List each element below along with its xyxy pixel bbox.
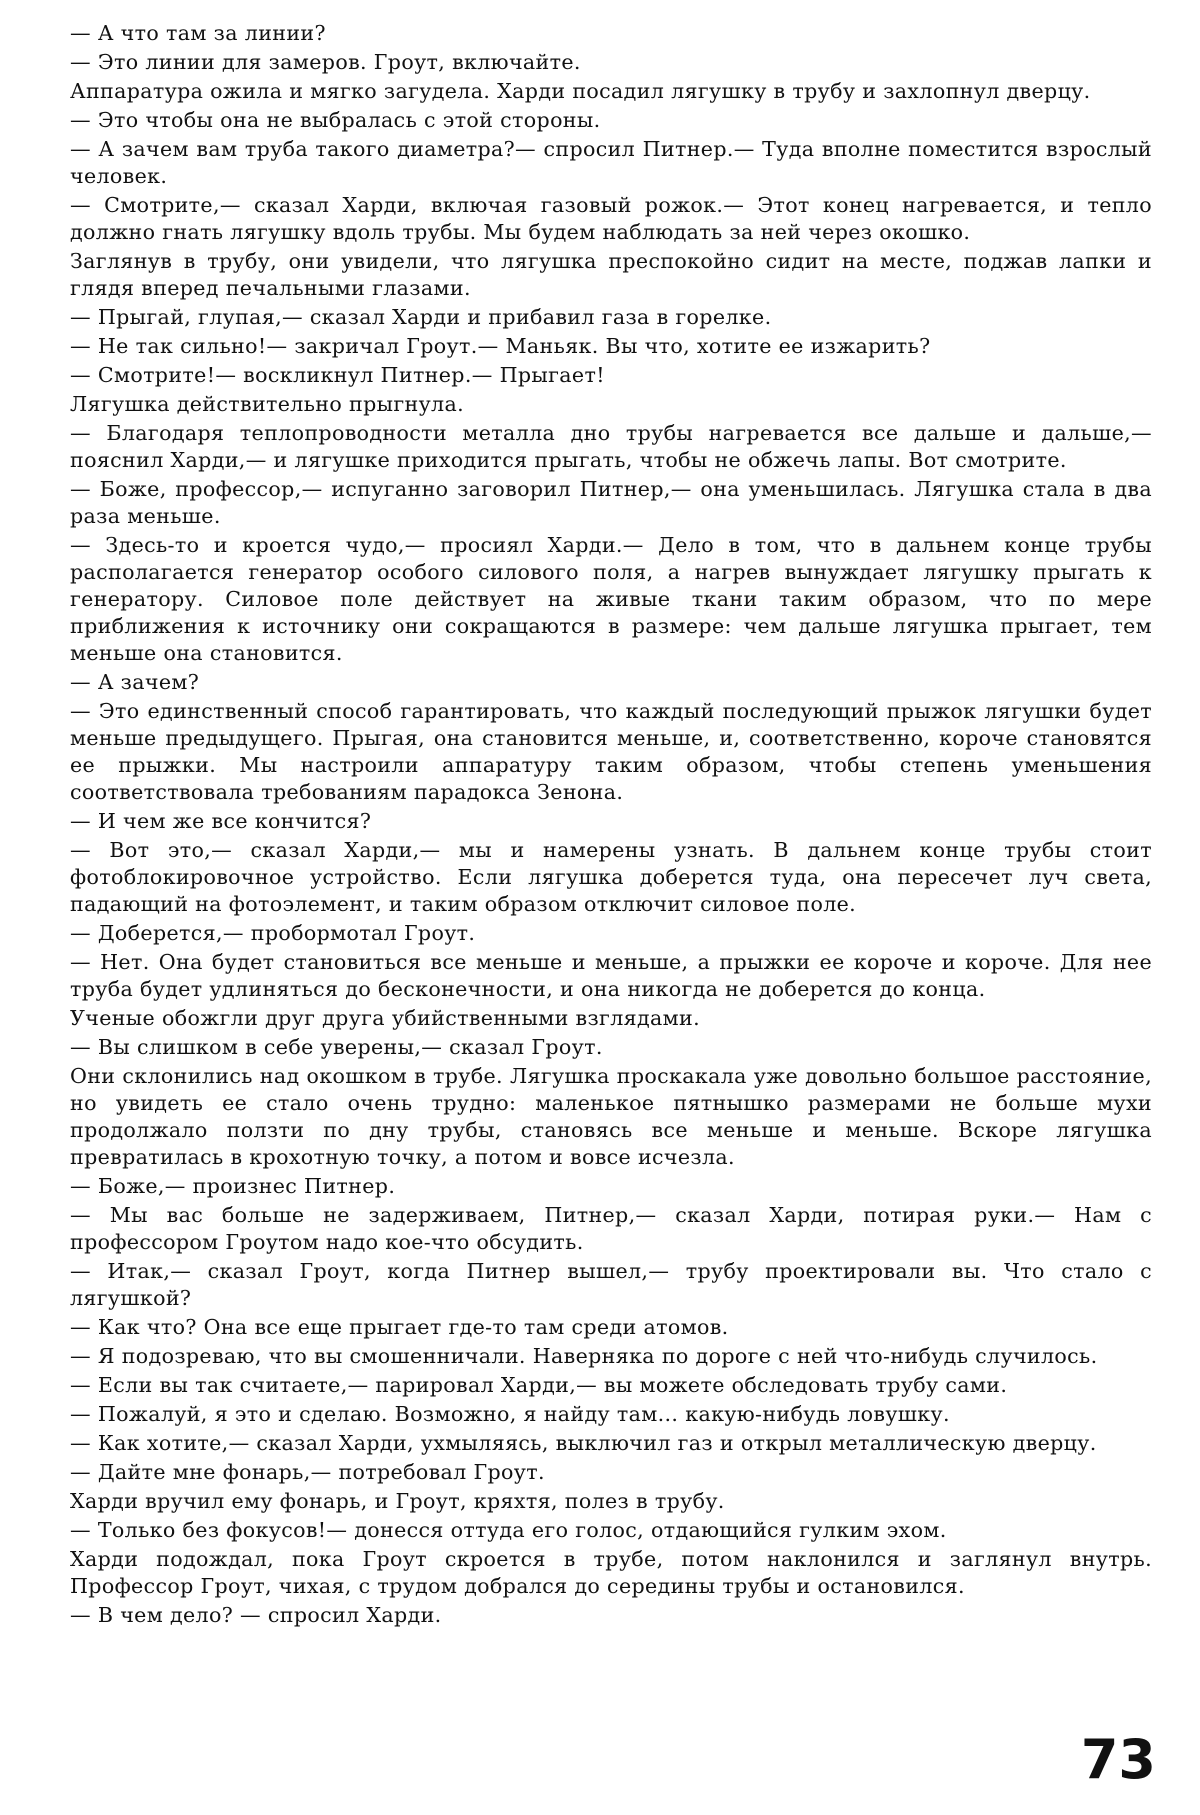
paragraph: — Как что? Она все еще прыгает где-то там среди атомов. xyxy=(70,1315,729,1339)
paragraph: Харди подождал, пока Гроут скроется в трубе, потом наклонился и заглянул внутрь. Профессор Гроут, чихая, с трудом добрался до середины трубы и остановился. xyxy=(70,1547,1152,1598)
paragraph: — Доберется,— пробормотал Гроут. xyxy=(70,921,476,945)
paragraph: — И чем же все кончится? xyxy=(70,809,372,833)
paragraph: — Это единственный способ гарантировать, что каждый последующий прыжок лягушки будет меньше предыдущего. Прыгая, она становится меньше, и, соответственно, короче становятся ее прыжки. Мы настроили аппаратуру таким образом, чтобы степень уменьшения соответствовала требованиям парадокса Зенона. xyxy=(70,699,1152,804)
paragraph: — В чем дело? — спросил Харди. xyxy=(70,1603,442,1627)
paragraph: — Прыгай, глупая,— сказал Харди и прибавил газа в горелке. xyxy=(70,305,772,329)
paragraph: — А зачем? xyxy=(70,670,200,694)
paragraph: Заглянув в трубу, они увидели, что лягушка преспокойно сидит на месте, поджав лапки и глядя вперед печальными глазами. xyxy=(70,249,1152,300)
paragraph: Они склонились над окошком в трубе. Лягушка проскакала уже довольно большое расстояние, но увидеть ее стало очень трудно: маленькое пятнышко размерами не больше мухи продолжало ползти по дну трубы, становясь все меньше и меньше. Вскоре лягушка превратилась в крохотную точку, а потом и вовсе исчезла. xyxy=(70,1064,1152,1169)
paragraph: — Это чтобы она не выбралась с этой стороны. xyxy=(70,108,601,132)
paragraph: — Мы вас больше не задерживаем, Питнер,— сказал Харди, потирая руки.— Нам с профессором Гроутом надо кое-что обсудить. xyxy=(70,1203,1152,1254)
paragraph: — Как хотите,— сказал Харди, ухмыляясь, выключил газ и открыл металлическую дверцу. xyxy=(70,1431,1097,1455)
paragraph: — Вы слишком в себе уверены,— сказал Гроут. xyxy=(70,1035,603,1059)
paragraph: — Здесь-то и кроется чудо,— просиял Харди.— Дело в том, что в дальнем конце трубы располагается генератор особого силового поля, а нагрев вынуждает лягушку прыгать к генератору. Силовое поле действует на живые ткани таким образом, что по мере приближения к источнику они сокращаются в размере: чем дальше лягушка прыгает, тем меньше она становится. xyxy=(70,533,1152,665)
paragraph: — Вот это,— сказал Харди,— мы и намерены узнать. В дальнем конце трубы стоит фотоблокировочное устройство. Если лягушка доберется туда, она пересечет луч света, падающий на фотоэлемент, и таким образом отключит силовое поле. xyxy=(70,838,1152,916)
paragraph: — Только без фокусов!— донесся оттуда его голос, отдающийся гулким эхом. xyxy=(70,1518,947,1542)
paragraph: — Смотрите!— воскликнул Питнер.— Прыгает! xyxy=(70,363,605,387)
paragraph: Лягушка действительно прыгнула. xyxy=(70,392,464,416)
paragraph: Ученые обожгли друг друга убийственными взглядами. xyxy=(70,1006,700,1030)
paragraph: — Смотрите,— сказал Харди, включая газовый рожок.— Этот конец нагревается, и тепло должно гнать лягушку вдоль трубы. Мы будем наблюдать за ней через окошко. xyxy=(70,193,1152,244)
paragraph: — Итак,— сказал Гроут, когда Питнер вышел,— трубу проектировали вы. Что стало с лягушкой? xyxy=(70,1259,1152,1310)
paragraph: — А зачем вам труба такого диаметра?— спросил Питнер.— Туда вполне поместится взрослый человек. xyxy=(70,137,1152,188)
paragraph: — Благодаря теплопроводности металла дно трубы нагревается все дальше и дальше,— пояснил Харди,— и лягушке приходится прыгать, чтобы не обжечь лапы. Вот смотрите. xyxy=(70,421,1152,472)
paragraph: — Дайте мне фонарь,— потребовал Гроут. xyxy=(70,1460,545,1484)
paragraph: — Если вы так считаете,— парировал Харди,— вы можете обследовать трубу сами. xyxy=(70,1373,1008,1397)
paragraph: — Пожалуй, я это и сделаю. Возможно, я найду там... какую-нибудь ловушку. xyxy=(70,1402,950,1426)
document-page xyxy=(70,20,1152,1720)
paragraph: — Не так сильно!— закричал Гроут.— Маньяк. Вы что, хотите ее изжарить? xyxy=(70,334,931,358)
paragraph: Харди вручил ему фонарь, и Гроут, кряхтя, полез в трубу. xyxy=(70,1489,725,1513)
paragraph: — Боже, профессор,— испуганно заговорил Питнер,— она уменьшилась. Лягушка стала в два раза меньше. xyxy=(70,477,1152,528)
paragraph: Аппаратура ожила и мягко загудела. Харди посадил лягушку в трубу и захлопнул дверцу. xyxy=(70,79,1091,103)
paragraph: — Я подозреваю, что вы смошенничали. Наверняка по дороге с ней что-нибудь случилось. xyxy=(70,1344,1098,1368)
paragraph: — Это линии для замеров. Гроут, включайте. xyxy=(70,50,581,74)
paragraph: — Боже,— произнес Питнер. xyxy=(70,1174,396,1198)
page-number: 73 xyxy=(1080,1728,1156,1791)
paragraph: — Нет. Она будет становиться все меньше и меньше, а прыжки ее короче и короче. Для нее труба будет удлиняться до бесконечности, и она никогда не доберется до конца. xyxy=(70,950,1152,1001)
paragraph: — А что там за линии? xyxy=(70,21,326,45)
